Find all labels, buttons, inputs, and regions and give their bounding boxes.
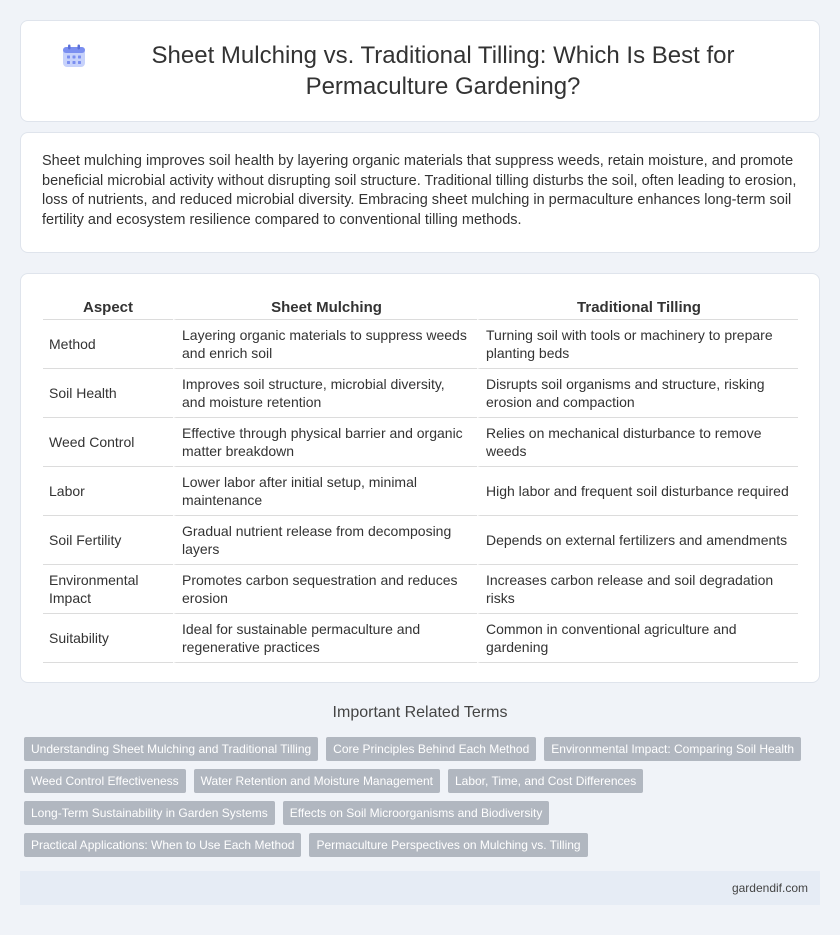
cell-aspect: Environmental Impact <box>43 565 173 614</box>
cell-sheet-mulching: Effective through physical barrier and organic matter breakdown <box>173 418 477 467</box>
cell-aspect: Method <box>43 320 173 369</box>
table-row <box>43 418 798 467</box>
cell-traditional-tilling: Relies on mechanical disturbance to remove weeds <box>477 418 798 467</box>
table-row <box>43 467 798 516</box>
header-sheet-mulching: Sheet Mulching <box>173 296 477 320</box>
cell-traditional-tilling: High labor and frequent soil disturbance required <box>477 467 798 516</box>
table-row <box>43 320 798 369</box>
intro-card <box>20 132 820 253</box>
cell-sheet-mulching: Layering organic materials to suppress weeds and enrich soil <box>173 320 477 369</box>
comparison-card <box>20 273 820 683</box>
footer-site-link[interactable]: gardendif.com <box>731 881 808 895</box>
cell-aspect: Labor <box>43 467 173 516</box>
page-title: Sheet Mulching vs. Traditional Tilling: Which Is Best for Permaculture Gardening? <box>151 42 735 100</box>
related-term-tag[interactable]: Core Principles Behind Each Method <box>326 737 536 761</box>
related-term-tag[interactable]: Practical Applications: When to Use Each Method <box>24 833 301 857</box>
related-term-tag[interactable]: Effects on Soil Microorganisms and Biodiversity <box>283 801 550 825</box>
table-row <box>43 565 798 614</box>
cell-traditional-tilling: Increases carbon release and soil degradation risks <box>477 565 798 614</box>
related-term-tag[interactable]: Environmental Impact: Comparing Soil Health <box>544 737 801 761</box>
footer <box>20 871 820 905</box>
related-terms-heading: Important Related Terms <box>332 704 508 721</box>
table-row <box>43 614 798 663</box>
cell-traditional-tilling: Common in conventional agriculture and gardening <box>477 614 798 663</box>
table-row <box>43 516 798 565</box>
cell-sheet-mulching: Lower labor after initial setup, minimal maintenance <box>173 467 477 516</box>
cell-traditional-tilling: Depends on external fertilizers and amendments <box>477 516 798 565</box>
cell-aspect: Weed Control <box>43 418 173 467</box>
related-term-tag[interactable]: Permaculture Perspectives on Mulching vs. Tilling <box>309 833 587 857</box>
related-term-tag[interactable]: Understanding Sheet Mulching and Traditional Tilling <box>24 737 318 761</box>
cell-traditional-tilling: Disrupts soil organisms and structure, risking erosion and compaction <box>477 369 798 418</box>
related-term-tag[interactable]: Labor, Time, and Cost Differences <box>448 769 643 793</box>
cell-traditional-tilling: Turning soil with tools or machinery to prepare planting beds <box>477 320 798 369</box>
cell-aspect: Soil Health <box>43 369 173 418</box>
related-term-tag[interactable]: Water Retention and Moisture Management <box>194 769 440 793</box>
title-card <box>20 20 820 122</box>
table-row <box>43 369 798 418</box>
title-row <box>21 21 819 121</box>
related-term-tag[interactable]: Weed Control Effectiveness <box>24 769 186 793</box>
comparison-table <box>43 296 798 663</box>
intro-paragraph: Sheet mulching improves soil health by layering organic materials that suppress weeds, retain moisture, and promote beneficial microbial activity without disrupting soil structure. Traditional tilling disturbs the soil, often leading to erosion, loss of nutrients, and reduced microbial diversity. Embracing sheet mulching in permaculture enhances long-term soil fertility and ecosystem resilience compared to conventional tilling methods. <box>42 153 797 228</box>
cell-aspect: Soil Fertility <box>43 516 173 565</box>
related-terms-list <box>24 737 824 865</box>
cell-sheet-mulching: Improves soil structure, microbial diversity, and moisture retention <box>173 369 477 418</box>
cell-sheet-mulching: Ideal for sustainable permaculture and regenerative practices <box>173 614 477 663</box>
header-traditional-tilling: Traditional Tilling <box>477 296 798 320</box>
calendar-icon <box>61 43 87 69</box>
header-aspect: Aspect <box>43 296 173 320</box>
related-term-tag[interactable]: Long-Term Sustainability in Garden Systems <box>24 801 275 825</box>
table-header-row <box>43 296 798 320</box>
cell-sheet-mulching: Gradual nutrient release from decomposing layers <box>173 516 477 565</box>
cell-aspect: Suitability <box>43 614 173 663</box>
cell-sheet-mulching: Promotes carbon sequestration and reduces erosion <box>173 565 477 614</box>
